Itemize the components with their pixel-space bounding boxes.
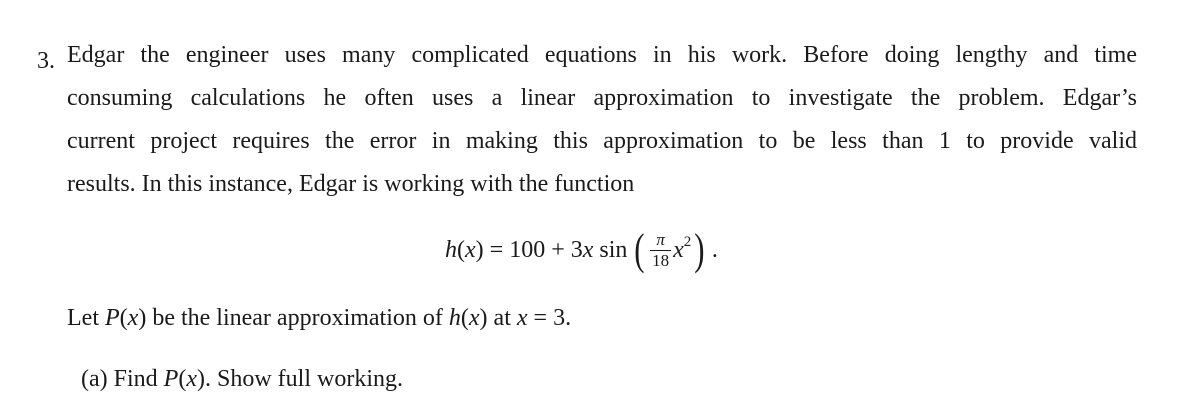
question-line-1: Edgar the engineer uses many complicated equations in his work. Before doing lengthy and time: [67, 42, 1137, 68]
function-equation: [445, 222, 718, 278]
question-line-3: current project requires the error in making this approximation to be less than 1 to provide valid: [67, 128, 1137, 154]
eq-left-paren: (: [634, 225, 645, 274]
eq-h-arg-x: x: [465, 236, 476, 263]
let-x: x: [516, 305, 528, 331]
let-P-arg-x: x: [127, 305, 139, 331]
let-h: h: [448, 305, 461, 331]
question-text: [67, 34, 1137, 206]
let-P-arg: (x): [119, 305, 147, 331]
question-line-2: consuming calculations he often uses a linear approximation to investigate the problem. Edgar’s: [67, 85, 1137, 111]
let-h-arg-x: x: [468, 305, 480, 331]
part-a-arg: (x): [178, 366, 205, 392]
eq-sin: sin: [593, 236, 628, 263]
eq-exponent: 2: [683, 233, 692, 250]
eq-frac-denominator: 18: [652, 250, 670, 270]
let-statement: [67, 297, 571, 340]
eq-frac-numerator: π: [656, 229, 665, 249]
let-h-arg: (x): [460, 305, 488, 331]
question-number: 3.: [37, 48, 55, 74]
part-a-arg-x: x: [186, 366, 197, 392]
let-prefix: Let: [67, 305, 105, 331]
part-a-label: (a) Find: [81, 366, 164, 392]
eq-period: .: [711, 236, 718, 263]
eq-constant: 100 + 3: [509, 236, 583, 263]
let-at: at: [487, 305, 517, 331]
let-middle: be the linear approximation of: [146, 305, 449, 331]
part-a-rest: . Show full working.: [204, 366, 403, 392]
eq-h: h: [445, 236, 457, 263]
eq-equals: =: [483, 236, 510, 263]
part-a-P: P: [163, 366, 179, 392]
eq-right-paren: ): [694, 225, 705, 274]
eq-h-arg: (x): [457, 236, 484, 263]
let-eq: = 3.: [527, 305, 572, 331]
question-line-4: results. In this instance, Edgar is working with the function: [67, 171, 635, 197]
eq-fraction: [650, 231, 671, 270]
eq-x: x: [582, 236, 594, 263]
let-P: P: [104, 305, 120, 331]
part-a: [81, 358, 403, 401]
eq-x2: x: [673, 236, 684, 263]
